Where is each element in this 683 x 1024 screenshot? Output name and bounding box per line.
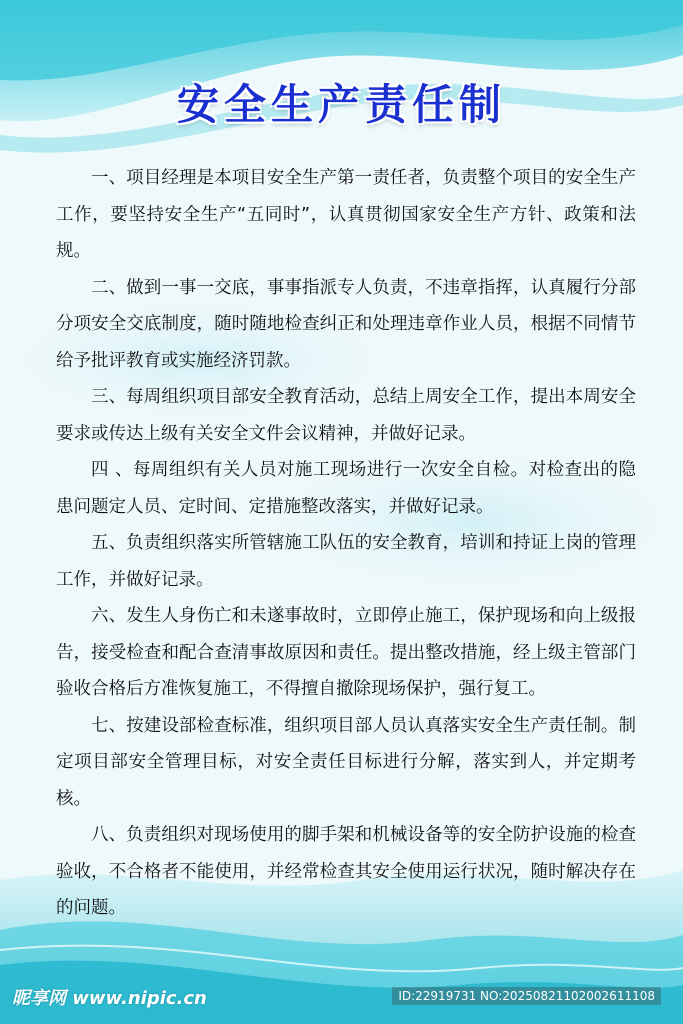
- id-watermark: ID:22919731 NO:20250821102002611108: [392, 987, 661, 1005]
- site-watermark: 昵享网 www.nipic.cn: [12, 988, 207, 1009]
- regulation-text: [56, 160, 636, 927]
- paragraph-8: 八、负责组织对现场使用的脚手架和机械设备等的安全防护设施的检查验收，不合格者不能使用，并经常检查其安全使用运行状况，随时解决存在的问题。: [56, 825, 636, 918]
- paragraph-2: 二、做到一事一交底，事事指派专人负责，不违章指挥，认真履行分部分项安全交底制度，随时随地检查纠正和处理违章作业人员，根据不同情节给予批评教育或实施经济罚款。: [56, 277, 636, 371]
- paragraph-7: 七、按建设部检查标准，组织项目部人员认真落实安全生产责任制。制定项目部安全管理目标，对安全责任目标进行分解，落实到人，并定期考核。: [56, 715, 636, 809]
- paragraph-1: 一、项目经理是本项目安全生产第一责任者，负责整个项目的安全生产工作，要坚持安全生产“五同时”，认真贯彻国家安全生产方针、政策和法规。: [56, 168, 636, 261]
- paragraph-3: 三、每周组织项目部安全教育活动，总结上周安全工作，提出本周安全要求或传达上级有关安全文件会议精神，并做好记录。: [56, 387, 636, 444]
- paragraph-5: 五、负责组织落实所管辖施工队伍的安全教育，培训和持证上岗的管理工作，并做好记录。: [56, 533, 636, 590]
- page-title: 安全生产责任制: [176, 80, 506, 129]
- paragraph-6: 六、发生人身伤亡和未遂事故时，立即停止施工，保护现场和向上级报告，接受检查和配合查清事故原因和责任。提出整改措施，经上级主管部门验收合格后方准恢复施工，不得擅自撤除现场保护，强行复工。: [56, 606, 636, 699]
- paragraph-4: 四 、每周组织有关人员对施工现场进行一次安全自检。对检查出的隐患问题定人员、定时间、定措施整改落实，并做好记录。: [56, 460, 636, 517]
